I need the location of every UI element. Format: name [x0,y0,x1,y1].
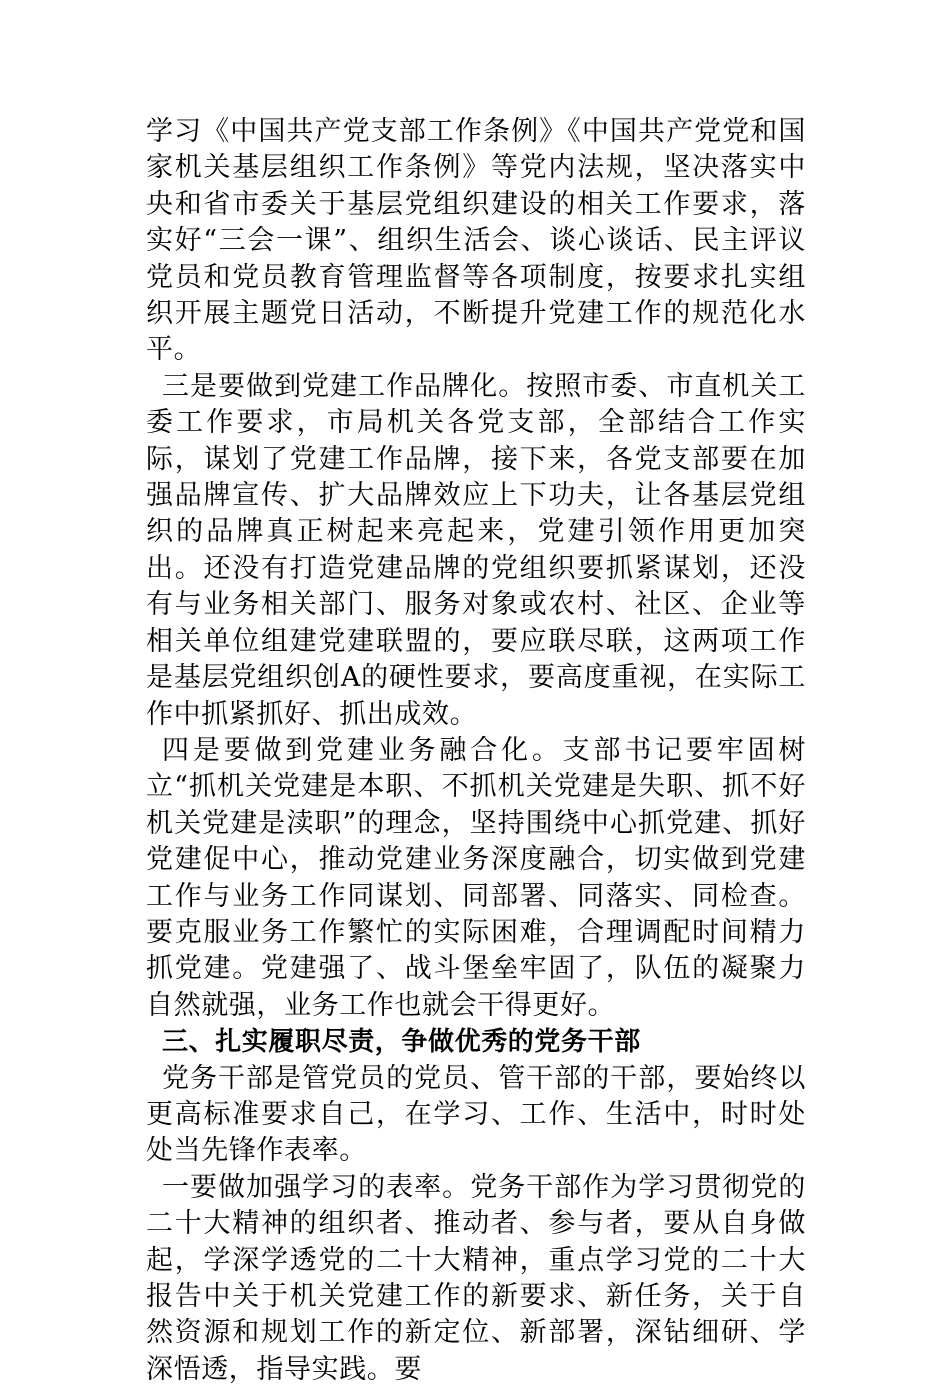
paragraph-party-cadres: 党务干部是管党员的党员、管干部的干部，要始终以更高标准要求自己，在学习、工作、生活中，时时处处当先锋作表率。 [146,1062,806,1167]
paragraph-party-brand: 三是要做到党建工作品牌化。按照市委、市直机关工委工作要求，市局机关各党支部，全部结合工作实际，谋划了党建工作品牌，接下来，各党支部要在加强品牌宣传、扩大品牌效应上下功夫，让各基层党组织的品牌真正树起来亮起来，党建引领作用更加突出。还没有打造党建品牌的党组织要抓紧谋划，还没有与业务相关部门、服务对象或农村、社区、企业等相关单位组建党建联盟的，要应联尽联，这两项工作是基层党组织创A的硬性要求，要高度重视，在实际工作中抓紧抓好、抓出成效。 [146,370,806,730]
document-page [146,114,806,1388]
section-heading-three: 三、扎实履职尽责，争做优秀的党务干部 [162,1027,641,1058]
paragraph-party-regulations: 学习《中国共产党支部工作条例》《中国共产党党和国家机关基层组织工作条例》等党内法规，坚决落实中央和省市委关于基层党组织建设的相关工作要求，落实好“三会一课”、组织生活会、谈心谈话、民主评议党员和党员教育管理监督等各项制度，按要求扎实组织开展主题党日活动，不断提升党建工作的规范化水平。 [146,116,806,366]
paragraph-study-example: 一要做加强学习的表率。党务干部作为学习贯彻党的二十大精神的组织者、推动者、参与者，要从自身做起，学深学透党的二十大精神，重点学习党的二十大报告中关于机关党建工作的新要求、新任务，关于自然资源和规划工作的新定位、新部署，深钻细研、学深悟透，指导实践。要 [146,1171,806,1385]
paragraph-party-business-integration: 四是要做到党建业务融合化。支部书记要牢固树立“抓机关党建是本职、不抓机关党建是失职、抓不好机关党建是渎职”的理念，坚持围绕中心抓党建、抓好党建促中心，推动党建业务深度融合，切实做到党建工作与业务工作同谋划、同部署、同落实、同检查。要克服业务工作繁忙的实际困难，合理调配时间精力抓党建。党建强了、战斗堡垒牢固了，队伍的凝聚力自然就强，业务工作也就会干得更好。 [146,734,806,1021]
